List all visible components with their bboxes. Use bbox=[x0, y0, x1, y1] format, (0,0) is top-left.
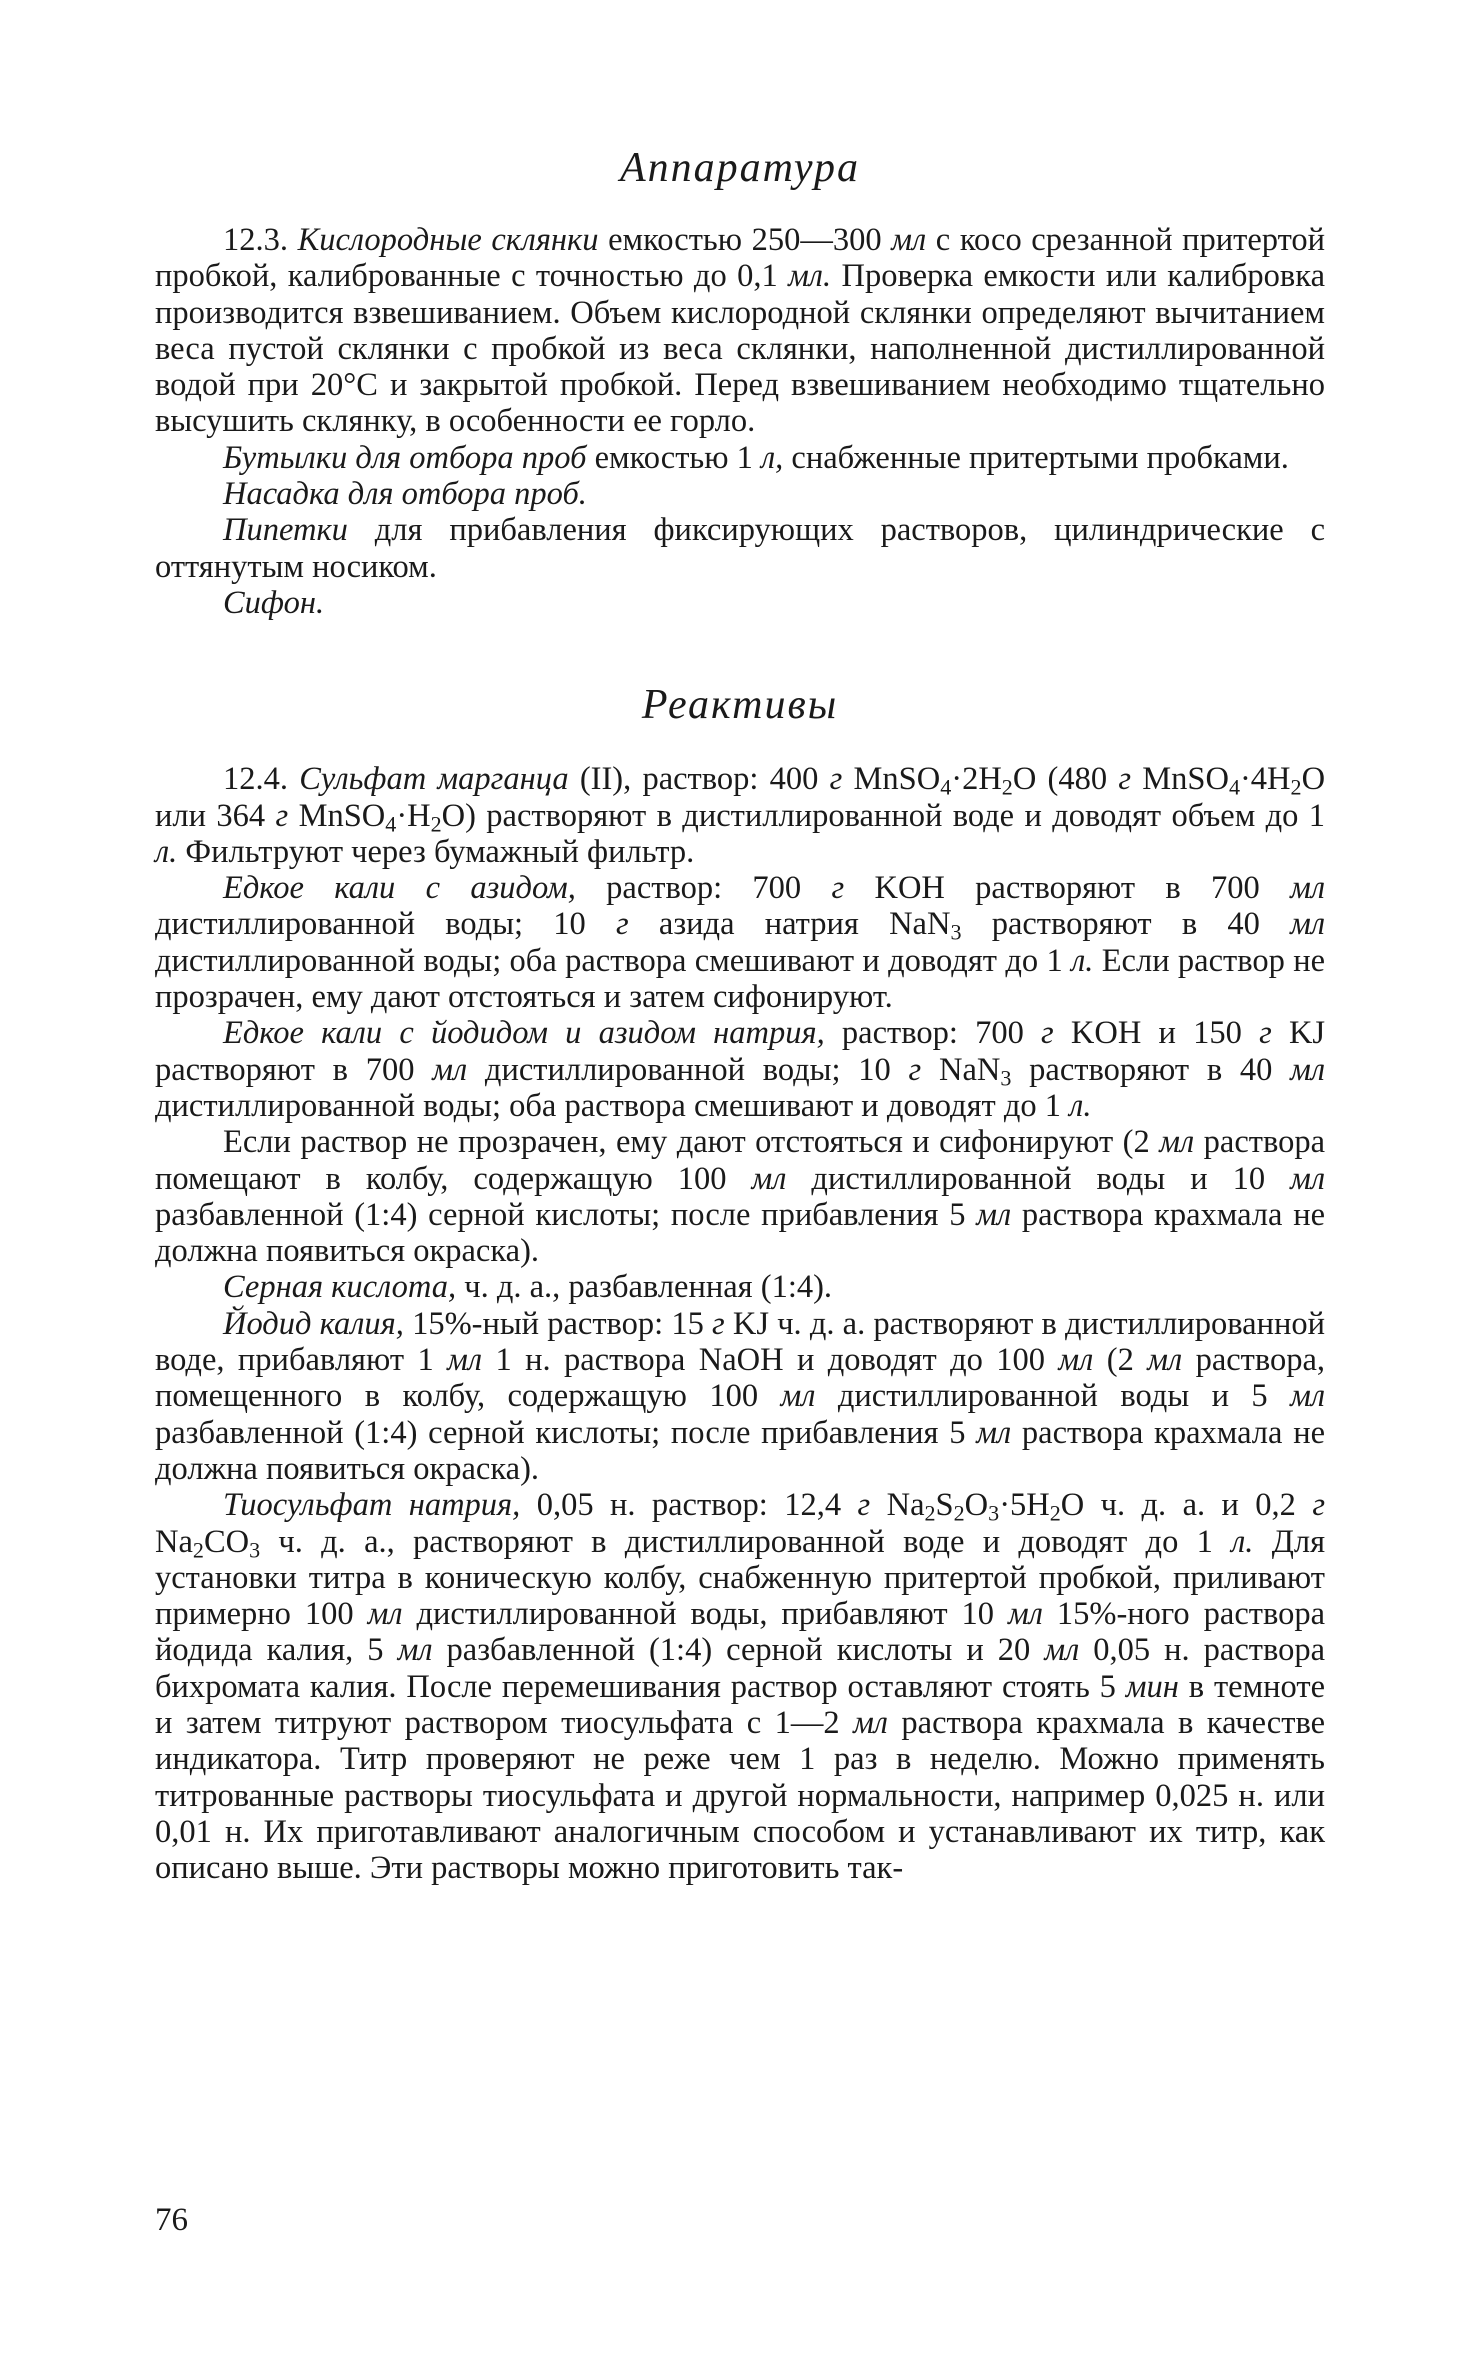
item-number: 12.3. bbox=[223, 222, 288, 258]
text: азида натрия NaN bbox=[658, 906, 951, 943]
text: в темноте и затем титруют раствором тиосульфата с 1—2 bbox=[155, 1668, 1325, 1741]
term: Насадка для отбора проб. bbox=[223, 476, 587, 513]
unit: г bbox=[1259, 1015, 1272, 1052]
formula: ·4H bbox=[1239, 761, 1291, 798]
text: дистиллированной воды и 5 bbox=[837, 1378, 1268, 1415]
text: для прибавления фиксирующих растворов, цилиндрические с оттянутым носиком. bbox=[155, 512, 1326, 585]
text: O или 364 bbox=[155, 761, 1326, 834]
formula: MnSO bbox=[1142, 761, 1229, 798]
term: Едкое кали с йодидом и азидом натрия, bbox=[223, 1015, 825, 1052]
paragraph-oxygen-bottles bbox=[155, 222, 1325, 440]
unit: г bbox=[712, 1305, 725, 1342]
text: Проверка емкости или калибровка производится взвешиванием. Объем кислородной склянки определяют вычитанием веса пустой склянки с пробкой из веса склянки, наполненной дистиллированной водой при 20°С и закрытой пробкой. Перед взвешиванием необходимо тщательно высушить склянку, в особенности ее горло. bbox=[155, 258, 1325, 440]
formula: ·H bbox=[396, 797, 431, 834]
text: дистиллированной воды; оба раствора смешивают и доводят до 1 bbox=[155, 942, 1063, 979]
unit: мл bbox=[1290, 870, 1326, 907]
paragraph-sampling-nozzle bbox=[155, 476, 1325, 512]
unit: г bbox=[616, 906, 629, 943]
unit: мл bbox=[432, 1051, 468, 1088]
paragraph-sulfuric-acid bbox=[155, 1269, 1325, 1305]
text: O (480 bbox=[1012, 761, 1108, 798]
text: KJ ч. д. а. растворяют в дистиллированной воде, прибавляют 1 bbox=[155, 1305, 1326, 1379]
text: дистиллированной воды и 10 bbox=[811, 1160, 1266, 1197]
term: Кислородные склянки bbox=[297, 222, 599, 258]
page-number: 76 bbox=[155, 2202, 188, 2238]
unit: мл bbox=[1044, 1632, 1080, 1669]
unit: мл bbox=[1007, 1596, 1043, 1633]
paragraph-koh-iodide-azide: Едкое кали с йодидом и азидом натрия, раствор: 700 г KOH и 150 г KJ растворяют в 700 мл дистиллированной воды; 10 г NaN$_3$ растворяют в 40 мл дистиллированной воды; оба раствора смешивают и доводят до 1 л. bbox=[155, 1015, 1326, 1124]
paragraph-manganese-sulfate: 12.4. Сульфат марганца (II), раствор: 400 г $MnSO_4\cdot 2H_2O$ (480 г $MnSO_4\cdot 4H_2O$ или 364 г $MnSO_4\cdot H_2O$) растворяют в дистиллированной воде и доводят объем до 1 л. Фильтруют через бумажный фильтр. bbox=[155, 761, 1326, 870]
unit: мл bbox=[1290, 906, 1326, 943]
unit: мл bbox=[397, 1632, 433, 1669]
text: KJ растворяют в 700 bbox=[155, 1015, 1326, 1088]
unit: мл bbox=[891, 222, 927, 258]
text: Если раствор не прозрачен, ему дают отстояться и сифонируют (2 bbox=[223, 1124, 1150, 1161]
unit: мл bbox=[1147, 1342, 1183, 1379]
text: раствора, помещенного в колбу, содержащую 100 bbox=[155, 1342, 1326, 1415]
text: раствор: 700 bbox=[606, 870, 802, 907]
unit: мл bbox=[447, 1342, 483, 1379]
unit: мл bbox=[751, 1160, 787, 1197]
paragraph-clarity-check bbox=[155, 1124, 1325, 1269]
text: KOH растворяют в 700 bbox=[874, 870, 1260, 907]
text: растворяют в 40 bbox=[1029, 1051, 1273, 1088]
paragraph-koh-azide: Едкое кали с азидом, раствор: 700 г KOH растворяют в 700 мл дистиллированной воды; 10 г азида натрия NaN$_3$ растворяют в 40 мл дистиллированной воды; оба раствора смешивают и доводят до 1 л. Если раствор не прозрачен, ему дают отстояться и затем сифонируют. bbox=[155, 870, 1326, 1016]
unit: мл bbox=[1290, 1160, 1326, 1197]
text: дистиллированной воды; оба раствора смешивают и доводят до 1 bbox=[155, 1087, 1062, 1124]
formula: S bbox=[935, 1487, 954, 1524]
unit: мл bbox=[1290, 1378, 1326, 1415]
unit: г bbox=[275, 797, 289, 834]
text: (2 bbox=[1106, 1342, 1134, 1379]
formula: ·2H bbox=[951, 761, 1002, 798]
unit: мин bbox=[1125, 1668, 1179, 1705]
text: раствор: 700 bbox=[841, 1015, 1024, 1052]
formula: O bbox=[964, 1487, 989, 1524]
text: 15%-ный раствор: 15 bbox=[412, 1305, 704, 1342]
text: дистиллированной воды; 10 bbox=[155, 906, 586, 943]
text: дистиллированной воды; 10 bbox=[484, 1051, 891, 1088]
item-number: 12.4. bbox=[223, 761, 288, 798]
unit: мл bbox=[976, 1196, 1012, 1233]
formula: Na bbox=[886, 1487, 925, 1524]
text: Фильтруют через бумажный фильтр. bbox=[185, 833, 695, 870]
paragraph-sodium-thiosulfate: Тиосульфат натрия, 0,05 н. раствор: 12,4 г $Na_2S_2O_3\cdot 5H_2O$ ч. д. а. и 0,2 г $Na_2CO_3$ ч. д. а., растворяют в дистиллированной воде и доводят до 1 л. Для установки титра в коническую колбу, снабженную притертой пробкой, приливают примерно 100 мл дистиллированной воды, прибавляют 10 мл 15%-ного раствора йодида калия, 5 мл разбавленной (1:4) серной кислоты и 20 мл 0,05 н. раствора бихромата калия. После перемешивания раствор оставляют стоять 5 мин в темноте и затем титруют раствором тиосульфата с 1—2 мл раствора крахмала в качестве индикатора. Титр проверяют не реже чем 1 раз в неделю. Можно применять титрованные растворы тиосульфата и другой нормальности, например 0,025 н. или 0,01 н. Их приготавливают аналогичным способом и устанавливают их титр, как описано выше. Эти растворы можно приготовить так- bbox=[155, 1487, 1326, 1887]
unit: мл bbox=[1159, 1124, 1195, 1161]
text: снабженные притертыми пробками. bbox=[791, 439, 1289, 476]
unit: мл bbox=[367, 1596, 403, 1633]
formula: CO bbox=[203, 1523, 250, 1560]
text: O ч. д. а. и 0,2 bbox=[1060, 1487, 1296, 1524]
unit: г bbox=[829, 761, 843, 798]
unit: г bbox=[857, 1487, 871, 1524]
text: O) растворяют в дистиллированной воде и доводят объем до 1 bbox=[441, 797, 1326, 834]
text: раствора помещают в колбу, содержащую 100 bbox=[155, 1124, 1325, 1197]
text-column bbox=[155, 138, 1325, 1886]
text: 0,05 н. раствор: 12,4 bbox=[536, 1487, 842, 1524]
formula: MnSO bbox=[298, 797, 386, 834]
term: Бутылки для отбора проб bbox=[223, 439, 587, 476]
unit: л. bbox=[1071, 942, 1094, 979]
formula: Na bbox=[155, 1523, 193, 1560]
formula: NaN bbox=[938, 1051, 1001, 1088]
section-heading-apparatus: Аппаратура bbox=[619, 145, 861, 191]
text: дистиллированной воды, прибавляют 10 bbox=[416, 1596, 995, 1633]
term: Йодид калия, bbox=[223, 1305, 404, 1342]
term: Сульфат марганца bbox=[299, 761, 569, 798]
term: Сифон. bbox=[223, 584, 325, 621]
text: разбавленной (1:4) серной кислоты и 20 bbox=[446, 1632, 1031, 1669]
text: с косо срезанной притертой пробкой, калиброванные с точностью до 0,1 bbox=[155, 222, 1325, 295]
text: емкостью 250—300 bbox=[608, 222, 882, 258]
term: Едкое кали с азидом, bbox=[223, 870, 576, 907]
term: Серная кислота, bbox=[223, 1269, 457, 1306]
unit: мл bbox=[976, 1414, 1012, 1451]
unit: л. bbox=[155, 833, 178, 870]
text: растворяют в 40 bbox=[991, 906, 1260, 943]
formula: ·5H bbox=[999, 1487, 1050, 1524]
text: раствора крахмала не должна появиться окраска). bbox=[155, 1414, 1326, 1487]
unit: мл. bbox=[788, 258, 832, 295]
term: Тиосульфат натрия, bbox=[223, 1487, 521, 1524]
formula: MnSO bbox=[853, 761, 941, 798]
text: Если раствор не прозрачен, ему дают отстояться и затем сифонируют. bbox=[155, 942, 1326, 1016]
unit: л. bbox=[1231, 1523, 1254, 1560]
unit: г bbox=[1041, 1015, 1054, 1052]
paragraph-sample-bottles bbox=[155, 440, 1325, 476]
unit: мл bbox=[853, 1704, 888, 1741]
paragraph-siphon bbox=[155, 585, 1325, 621]
text: 15%-ного раствора йодида калия, 5 bbox=[155, 1596, 1326, 1669]
unit: л. bbox=[1069, 1087, 1092, 1124]
text: KOH и 150 bbox=[1070, 1015, 1242, 1052]
unit: г bbox=[1118, 761, 1132, 798]
unit: г bbox=[1312, 1487, 1326, 1524]
text: 1 н. раствора NaOH и доводят до 100 bbox=[495, 1342, 1046, 1379]
paragraph-potassium-iodide bbox=[155, 1306, 1325, 1487]
paragraph-pipettes bbox=[155, 512, 1325, 585]
text: ч. д. а., разбавленная (1:4). bbox=[464, 1269, 833, 1306]
text: раствора крахмала в качестве индикатора. Титр проверяют не реже чем 1 раз в неделю. Можно применять титрованные растворы тиосульфата и другой нормальности, например 0,025 н. или 0,01 н. Их приготавливают аналогичным способом и устанавливают их титр, как описано выше. Эти растворы можно приготовить так- bbox=[155, 1704, 1326, 1887]
text: разбавленной (1:4) серной кислоты; после прибавления 5 bbox=[155, 1196, 966, 1233]
unit: мл bbox=[1058, 1342, 1094, 1379]
unit: мл bbox=[780, 1378, 816, 1415]
section-heading-reagents: Реактивы bbox=[641, 682, 839, 729]
unit: мл bbox=[1290, 1051, 1326, 1088]
text: ч. д. а., растворяют в дистиллированной воде и доводят до 1 bbox=[278, 1523, 1213, 1560]
unit: г bbox=[908, 1051, 922, 1088]
text: (II), раствор: 400 bbox=[579, 761, 819, 798]
text: емкостью 1 bbox=[594, 439, 753, 476]
unit: г bbox=[831, 870, 845, 907]
text: разбавленной (1:4) серной кислоты; после прибавления 5 bbox=[155, 1414, 966, 1451]
text: раствора крахмала не должна появиться окраска). bbox=[155, 1196, 1326, 1270]
unit: л, bbox=[761, 439, 784, 476]
text: 0,05 н. раствора бихромата калия. После перемешивания раствор оставляют стоять 5 bbox=[155, 1632, 1326, 1705]
text: Для установки титра в коническую колбу, снабженную притертой пробкой, приливают примерно 100 bbox=[155, 1523, 1326, 1633]
term: Пипетки bbox=[223, 512, 348, 549]
